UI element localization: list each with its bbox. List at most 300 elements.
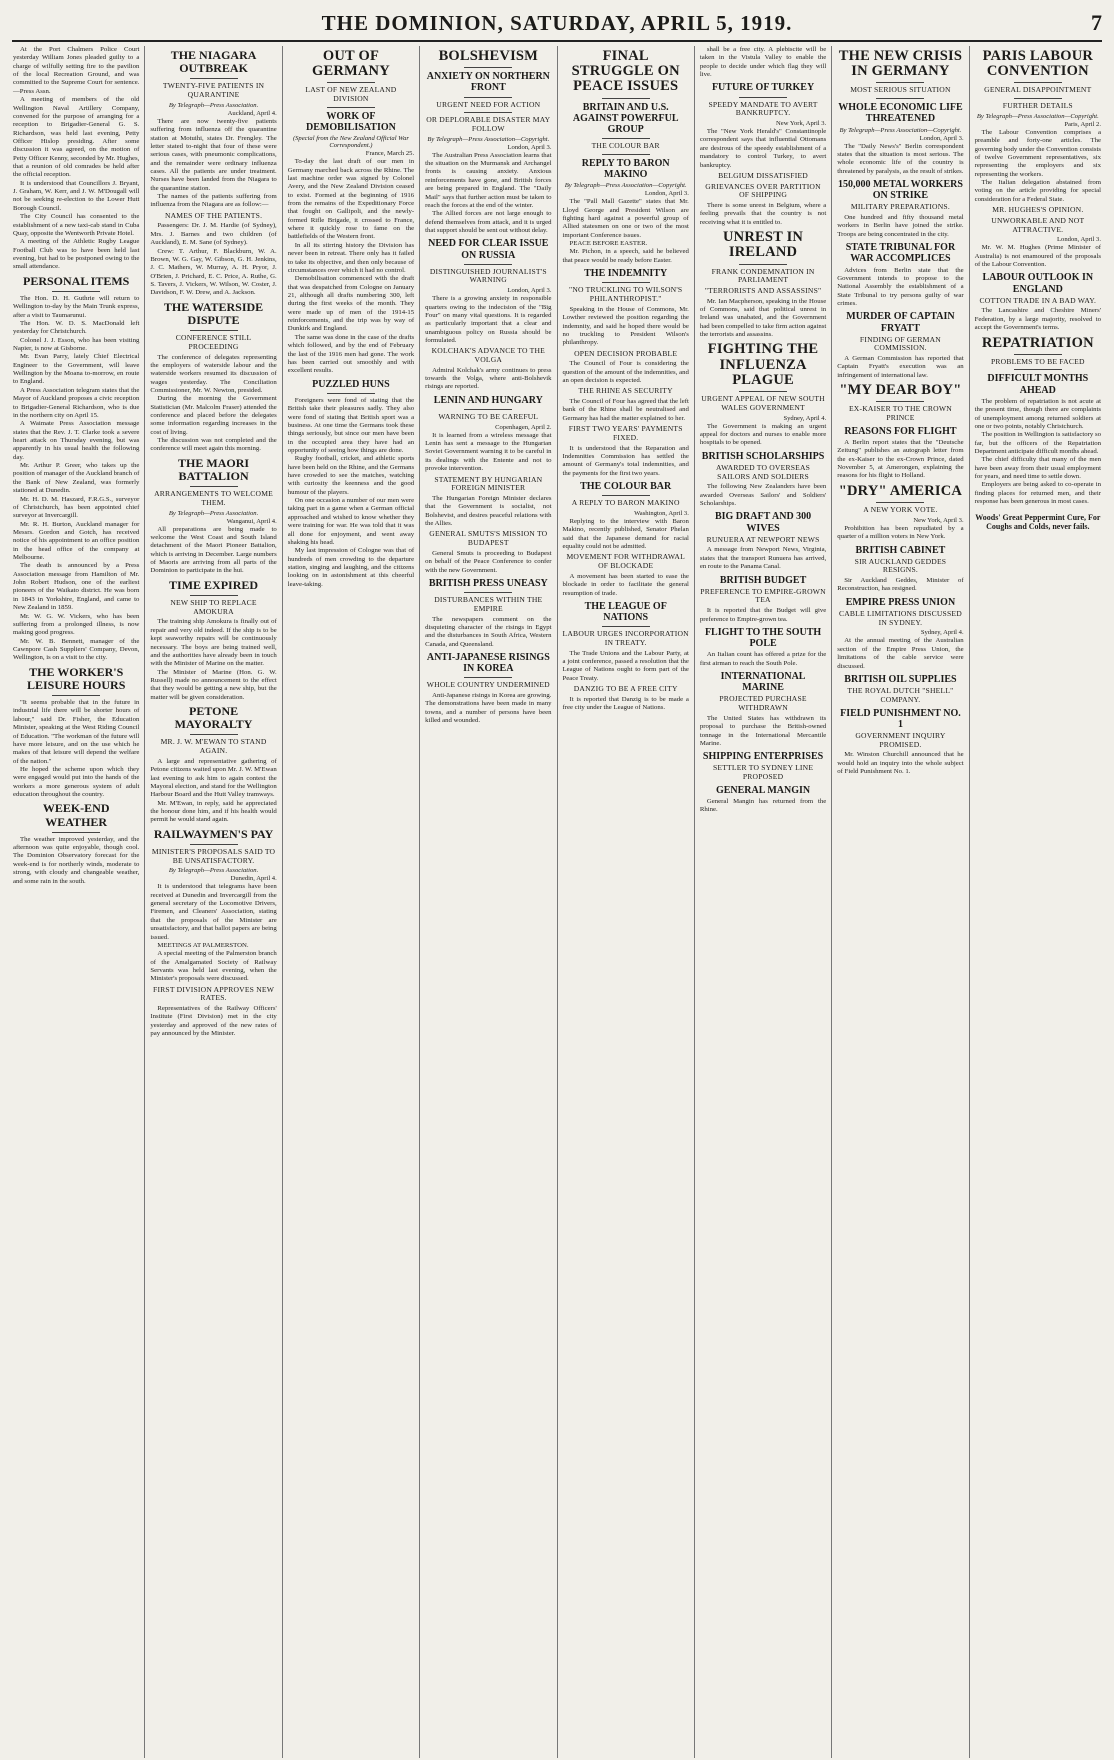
article-subheading: ANXIETY ON NORTHERN FRONT bbox=[426, 71, 550, 94]
paragraph: The Labour Convention comprises a preamble and forty-one articles. The governing body under the Convention consists of twelve Government representatives, six representing the employers and six representing the workers. bbox=[974, 128, 1101, 178]
article-body bbox=[975, 398, 1101, 507]
paragraph: The Minister of Marine (Hon. G. W. Russell) made no announcement to the effect that they would be getting a new ship, but the matter will be given consideration. bbox=[150, 668, 277, 701]
paragraph: He hoped the scheme upon which they were engaged would put into the hands of the workers a more generous system of adult education throughout the country. bbox=[13, 765, 140, 799]
article-subheading: OPEN DECISION PROBABLE bbox=[574, 348, 678, 358]
article-subheading: FIELD PUNISHMENT NO. 1 bbox=[840, 707, 961, 730]
article-subheading: DISTINGUISHED JOURNALIST'S WARNING bbox=[429, 266, 547, 285]
article-body bbox=[288, 397, 414, 589]
paragraph: There are now twenty-five patients suffering from influenza off the quarantine station at Motuihi, states Dr. Frengley. The letter stated to-night that four of these were serious cases, with pneumonic complications, and the remainder were ordinary influenza cases. All the patients are under treatment. Nurses have been landed from the Niagara to the quarantine station. bbox=[150, 117, 277, 192]
paragraph: Mr. W. M. Hughes (Prime Minister of Australia) is not enamoured of the proposals of the Labour Convention. bbox=[974, 244, 1101, 268]
divider bbox=[1014, 369, 1062, 370]
paragraph: The "Pall Mall Gazette" states that Mr. Lloyd George and President Wilson are fighting hard against a powerful group of Allied statesmen on one or two of the most important Conference issues. bbox=[562, 198, 689, 239]
paragraph: Mr. Ian Macpherson, speaking in the House of Commons, said that political unrest in Ireland was unabated, and the Government had been compelled to take firm action against the terrorists and assassins. bbox=[699, 297, 827, 339]
article-headline: THE NEW CRISIS IN GERMANY bbox=[838, 48, 963, 80]
article-subheading: LABOUR URGES INCORPORATION IN TREATY. bbox=[562, 629, 689, 648]
columns bbox=[8, 46, 1106, 1758]
paragraph: Mr. Arthur P. Greer, who takes up the position of manager of the Auckland branch of the Bank of New Zealand, was formerly stationed at Dunedin. bbox=[13, 462, 140, 495]
paragraph: It is understood that telegrams have been received at Dunedin and Invercargill from the general secretary of the Locomotive Drivers, Firemen, and Cleaners' Association, stating that the proposals of the Minister are unsatisfactory, and that ballot papers are being issued. bbox=[150, 883, 277, 941]
article-subheading: NEED FOR CLEAR ISSUE ON RUSSIA bbox=[428, 238, 549, 261]
article-body bbox=[150, 354, 276, 454]
paragraph: Representatives of the Railway Officers' Institute (First Division) met in the city yesterday and approved of the new rates of pay announced by the Minister. bbox=[150, 1005, 277, 1038]
paragraph: The same was done in the case of the drafts which followed, and by the end of February the last of the 1916 men had gone. The work has been carried out smoothly and with excellent results. bbox=[287, 333, 415, 375]
article-subheading: RUNUERA AT NEWPORT NEWS bbox=[706, 534, 820, 544]
paragraph: Mr. H. D. M. Haszard, F.R.G.S., surveyor of Christchurch, has been appointed chief surveyor at Invercargill. bbox=[13, 495, 140, 520]
paragraph: The "New York Herald's" Constantinople correspondent says that influential Ottomans are desirous of the speedy establishment of a mandatory to control Turkey, to avert bankruptcy. bbox=[699, 128, 827, 169]
dateline: Paris, April 2. bbox=[1064, 120, 1101, 128]
paragraph: The Allied forces are not large enough to defend themselves from attack, and it is urged that support should be sent out without delay. bbox=[425, 210, 552, 234]
article-subheading: URGENT APPEAL OF NEW SOUTH WALES GOVERNMENT bbox=[701, 394, 825, 412]
divider bbox=[464, 67, 512, 68]
divider bbox=[327, 82, 375, 83]
divider bbox=[602, 282, 650, 283]
divider bbox=[602, 98, 650, 99]
paragraph: Mr. M'Ewan, in reply, said he appreciated the honour done him, and if his health would permit he would stand again. bbox=[150, 799, 277, 824]
column-5 bbox=[557, 46, 694, 1758]
paragraph: A Berlin report states that the "Deutsche Zeitung" publishes an autograph letter from the ex-Kaiser to the ex-Crown Prince, dated November 5, at Amerongen, explaining the reasons for his flight to Holland. bbox=[837, 439, 964, 480]
page-number: 7 bbox=[1091, 10, 1102, 35]
article-body bbox=[150, 526, 276, 576]
article-subheading: WORK OF DEMOBILISATION bbox=[306, 110, 396, 134]
article-body bbox=[150, 758, 276, 825]
article-body bbox=[563, 360, 689, 385]
article-subheading: BELGIUM DISSATISFIED bbox=[718, 170, 808, 180]
article-subheading: BRITISH BUDGET bbox=[719, 574, 807, 586]
paragraph: The following New Zealanders have been awarded Overseas Sailors' and Soldiers' Scholarships. bbox=[699, 483, 827, 507]
divider bbox=[1014, 354, 1062, 355]
article-subheading: LAST OF NEW ZEALAND DIVISION bbox=[305, 85, 397, 104]
article-body bbox=[13, 836, 139, 886]
divider bbox=[739, 391, 787, 392]
paragraph: All preparations are being made to welcome the West Coast and South Island detachment of the Maori Pioneer Battalion, which is arriving in December. Large numbers of Maoris are arriving from all parts of the Dominion to participate in the hui. bbox=[150, 525, 277, 575]
article-subheading: FINDING OF GERMAN COMMISSION. bbox=[859, 334, 941, 353]
article-body bbox=[563, 696, 689, 713]
article-body bbox=[13, 295, 139, 663]
divider bbox=[876, 401, 924, 402]
article-body bbox=[563, 398, 689, 423]
paragraph: The Council of Four has agreed that the left bank of the Rhine shall be neutralised and Germany has had the matter explained to her. bbox=[562, 398, 689, 422]
article-subheading: THE COLOUR BAR bbox=[580, 481, 672, 493]
article-headline: "DRY" AMERICA bbox=[838, 482, 963, 499]
divider bbox=[327, 393, 375, 394]
article-body bbox=[150, 618, 276, 702]
article-body bbox=[425, 550, 551, 575]
article-headline: PETONE MAYORALTY bbox=[174, 704, 253, 732]
article-body bbox=[975, 307, 1101, 332]
divider bbox=[327, 107, 375, 108]
article-headline: WEEK-END WEATHER bbox=[42, 801, 110, 829]
article-subheading: FLIGHT TO THE SOUTH POLE bbox=[704, 626, 822, 650]
article-subheading: WHOLE ECONOMIC LIFE THREATENED bbox=[838, 102, 963, 125]
article-subheading: THE COLOUR BAR bbox=[591, 141, 660, 151]
article-subheading: "NO TRUCKLING TO WILSON'S PHILANTHROPIST." bbox=[569, 285, 683, 304]
paragraph: On one occasion a number of our men were taking part in a game when a German official approached and wished to know whether they were training for war. He was told that it was all done for enjoyment, and went away shaking his head. bbox=[287, 497, 415, 546]
article-subheading: STATE TRIBUNAL FOR WAR ACCOMPLICES bbox=[845, 242, 956, 265]
paragraph: shall be a free city. A plebiscite will be taken in the Vistula Valley to enable the people to decide under which flag they will live. bbox=[699, 46, 827, 79]
byline: By Telegraph—Press Association—Copyright. bbox=[427, 135, 550, 143]
article-headline: PARIS LABOUR CONVENTION bbox=[982, 48, 1094, 80]
paragraph: The United States has withdrawn its proposal to purchase the British-owned tonnage in the International Mercantile Marine. bbox=[699, 714, 827, 747]
article-body bbox=[837, 577, 963, 594]
article-body bbox=[425, 152, 551, 236]
article-subheading: ARRANGEMENTS TO WELCOME THEM. bbox=[154, 489, 274, 507]
paragraph: It is reported that Danzig is to be made a free city under the League of Nations. bbox=[562, 695, 689, 712]
article-body bbox=[563, 518, 689, 551]
paragraph: At the annual meeting of the Australian section of the Empire Press Union, the limitations of the cable service were discussed. bbox=[837, 637, 964, 670]
paragraph: A message from Newport News, Virginia, states that the transport Runuera has arrived, en route to the Panama Canal. bbox=[699, 546, 827, 571]
paragraph: Prohibition has been repudiated by a quarter of a million voters in New York. bbox=[837, 524, 964, 541]
article-subheading: GOVERNMENT INQUIRY PROMISED. bbox=[855, 730, 946, 749]
article-body bbox=[425, 692, 551, 725]
article-body bbox=[837, 267, 963, 309]
divider bbox=[464, 112, 512, 113]
dateline: Sydney, April 4. bbox=[920, 629, 964, 637]
paragraph: General Smuts is proceeding to Budapest on behalf of the Peace Conference to confer with the new Government. bbox=[425, 549, 552, 574]
paragraph: The Australian Press Association learns that the situation on the Murmansk and Archangel fronts is causing anxiety. Anxious reinforcements have gone, and British forces are being prepared in England. The "Daily Mail" says that further action must be taken to reach the forces at the end of the winter. bbox=[425, 151, 552, 209]
dateline: London, April 3. bbox=[1057, 236, 1101, 244]
article-subheading: WARNING TO BE CAREFUL bbox=[438, 412, 539, 422]
article-subheading: NAMES OF THE PATIENTS. bbox=[164, 210, 263, 220]
article-subheading: LABOUR OUTLOOK IN ENGLAND bbox=[982, 272, 1094, 295]
article-subheading: PUZZLED HUNS bbox=[312, 378, 390, 390]
article-subheading: ANTI-JAPANESE RISINGS IN KOREA bbox=[426, 651, 550, 675]
article-subheading: SPEEDY MANDATE TO AVERT BANKRUPTCY. bbox=[708, 99, 818, 118]
article-body bbox=[700, 128, 826, 170]
article-subheading: INTERNATIONAL MARINE bbox=[720, 670, 806, 694]
paragraph: Employers are being asked to co-operate in finding places for returned men, and their response has been generous in most cases. bbox=[974, 481, 1101, 506]
article-headline: TIME EXPIRED bbox=[169, 577, 259, 592]
article-subheading: CABLE LIMITATIONS DISCUSSED IN SYDNEY. bbox=[838, 609, 962, 627]
paragraph: Sir Auckland Geddes, Minister of Reconstruction, has resigned. bbox=[837, 577, 964, 593]
dateline: Washington, April 3. bbox=[634, 509, 689, 517]
divider bbox=[190, 595, 238, 596]
divider bbox=[52, 695, 100, 696]
paragraph: The Hon. D. H. Guthrie will return to Wellington to-day by the Main Trunk express, after a visit to Taumarunui. bbox=[13, 294, 140, 319]
article-subheading: MOST SERIOUS SITUATION bbox=[850, 85, 951, 95]
divider bbox=[464, 97, 512, 98]
paragraph: There is a growing anxiety in responsible quarters owing to the indecision of the "Big Four" on many vital questions. It is regarded as particularly important that a clear and unambiguous policy on Russia should be formulated. bbox=[425, 295, 552, 344]
article-subheading: MR. J. W. M'EWAN TO STAND AGAIN. bbox=[160, 737, 267, 756]
divider bbox=[464, 409, 512, 410]
divider bbox=[602, 138, 650, 139]
paragraph: At the Port Chalmers Police Court yesterday William Jones pleaded guilty to a charge of wilfully setting fire to the pavilion of the local Recreation Ground, and was committed to the Supreme Court for sentence.—Press Assn. bbox=[13, 46, 140, 95]
article-subheading: GRIEVANCES OVER PARTITION OF SHIPPING bbox=[705, 181, 821, 200]
article-subheading: GENERAL DISAPPOINTMENT bbox=[984, 85, 1092, 95]
article-subheading: MR. HUGHES'S OPINION. bbox=[992, 205, 1084, 215]
column-1 bbox=[8, 46, 144, 1758]
paragraph: It is understood that Councillors J. Bryant, J. Graham, W. Kerr, and J. W. M'Dougall will not be seeking re-election to the Lower Hutt Borough Council. bbox=[13, 179, 140, 212]
divider bbox=[602, 154, 650, 155]
article-subheading: KOLCHAK'S ADVANCE TO THE VOLGA bbox=[431, 346, 546, 365]
paragraph: "It seems probable that in the future in industrial life there will be shorter hours of labour," said Dr. Fisher, the Education Minister, speaking at the West Riding Council of Education. "The workman of the future will have more leisure, and on the use which he makes of that leisure will depend the welfare of the nation." bbox=[13, 699, 140, 765]
article-headline: UNREST IN IRELAND bbox=[723, 229, 804, 261]
paragraph: The Italian delegation abstained from voting on the article providing for special consideration for a Federal State. bbox=[974, 179, 1101, 203]
article-body bbox=[150, 118, 276, 210]
paragraph: An Italian count has offered a prize for the first airman to reach the South Pole. bbox=[699, 651, 827, 667]
divider bbox=[190, 844, 238, 845]
article-subheading: FRANK CONDEMNATION IN PARLIAMENT bbox=[711, 266, 815, 285]
article-subheading: WHOLE COUNTRY UNDERMINED bbox=[426, 680, 550, 690]
paragraph: My last impression of Cologne was that of hundreds of men crowding to the departure station, singing and laughing, and the citizens looking on in astonishment at this cheerful leave-taking. bbox=[287, 547, 415, 588]
article-body bbox=[700, 651, 826, 668]
article-subheading: BRITISH OIL SUPPLIES bbox=[844, 673, 957, 685]
article-body bbox=[563, 306, 689, 348]
article-subheading: BRITISH PRESS UNEASY bbox=[428, 577, 548, 589]
dateline: Copenhagen, April 2. bbox=[495, 423, 552, 431]
article-subheading: FIRST DIVISION APPROVES NEW RATES. bbox=[153, 984, 275, 1003]
divider bbox=[190, 330, 238, 331]
article-body bbox=[563, 573, 689, 598]
paragraph: Advices from Berlin state that the Government intends to propose to the National Assembly the establishment of a State Tribunal to try persons guilty of war crimes. bbox=[837, 266, 964, 307]
divider bbox=[190, 486, 238, 487]
article-subheading: THE RHINE AS SECURITY bbox=[578, 386, 673, 396]
article-subheading: EMPIRE PRESS UNION bbox=[845, 596, 956, 608]
paragraph: A movement has been started to ease the blockade in order to facilitate the general resumption of trade. bbox=[562, 572, 689, 597]
paragraph: The position in Wellington is satisfactory so far, but the officers of the Repatriation Department anticipate difficult months ahead. bbox=[974, 431, 1101, 455]
article-subheading: COTTON TRADE IN A BAD WAY. bbox=[979, 295, 1097, 305]
divider bbox=[52, 832, 100, 833]
article-headline: FIGHTING THE INFLUENZA PLAGUE bbox=[707, 341, 819, 388]
column-2 bbox=[144, 46, 281, 1758]
article-body bbox=[837, 214, 963, 239]
paragraph: Mr. Winston Churchill announced that he would hold an inquiry into the whole subject of Field Punishment No. 1. bbox=[837, 751, 964, 776]
paragraph: It is learned from a wireless message that Lenin has sent a message to the Hungarian Soviet Government warning it to be careful in its dealings with the Entente and not to provoke intervention. bbox=[425, 431, 552, 473]
divider bbox=[190, 78, 238, 79]
article-body bbox=[425, 367, 551, 392]
article-subheading: CONFERENCE STILL PROCEEDING bbox=[175, 333, 252, 351]
article-subheading: AWARDED TO OVERSEAS SAILORS AND SOLDIERS bbox=[716, 462, 811, 481]
paragraph: The Hon. W. D. S. MacDonald left yesterday for Christchurch. bbox=[13, 319, 140, 336]
column-8 bbox=[969, 46, 1106, 1758]
divider bbox=[876, 98, 924, 99]
dateline: London, April 3. bbox=[507, 287, 552, 295]
article-subheading: MINISTER'S PROPOSALS SAID TO BE UNSATISFACTORY. bbox=[151, 846, 276, 865]
paragraph: MEETINGS AT PALMERSTON. bbox=[157, 941, 249, 949]
paragraph: PEACE BEFORE EASTER. bbox=[569, 240, 648, 248]
paragraph: A German Commission has reported that Captain Fryatt's execution was an infringement of international law. bbox=[837, 355, 964, 379]
article-subheading: GENERAL SMUTS'S MISSION TO BUDAPEST bbox=[429, 529, 548, 548]
paragraph: The training ship Amokura is finally out of repair and very old indeed. If the ship is to be kept seaworthy repairs will be continuously necessary. The boys are being trained well, and the authorities have already been in touch with the Minister of Marine on the matter. bbox=[150, 618, 277, 668]
article-body bbox=[425, 616, 551, 649]
advertisement: Woods' Great Peppermint Cure, For Coughs and Colds, never fails. bbox=[975, 512, 1101, 531]
article-body bbox=[837, 751, 963, 776]
dateline: London, April 3. bbox=[644, 190, 689, 198]
masthead-title: THE DOMINION, SATURDAY, APRIL 5, 1919. bbox=[321, 10, 793, 35]
divider bbox=[602, 626, 650, 627]
dateline: Auckland, April 4. bbox=[227, 109, 277, 117]
paragraph: Admiral Kolchak's army continues to press towards the Volga, where anti-Bolshevik risings are reported. bbox=[425, 366, 552, 391]
article-body bbox=[975, 129, 1101, 204]
paragraph: Rugby football, cricket, and athletic sports have been held on the Rhine, and the Germans have crowded to see the matches, watching with curiosity the keenness and the good humour of the players. bbox=[287, 455, 415, 496]
article-subheading: "TERRORISTS AND ASSASSINS" bbox=[704, 285, 822, 295]
paragraph: The names of the patients suffering from influenza from the Niagara are as follow:— bbox=[150, 193, 277, 209]
article-subheading: EX-KAISER TO THE CROWN PRINCE bbox=[848, 404, 952, 423]
article-subheading: PREFERENCE TO EMPIRE-GROWN TEA bbox=[700, 586, 826, 605]
paragraph: A special meeting of the Palmerston branch of the Amalgamated Society of Railway Servants was held last evening, when the Minister's proposals were discussed. bbox=[150, 950, 277, 983]
paragraph: Crew: T. Arthur, F. Blackburn, W. A. Brown, W. G. Gay, W. Gibson, G. H. Jenkins, J. C. Mathers, W. Murray, A. H. Pryor, J. O'Brien, J. Prichard, E. C. Price, A. Ruthe, G. S. Tavers, J. Vickers, W. Wilson, W. Coster, J. Davidson, F. W. Drew, and A. Jackson. bbox=[150, 247, 277, 297]
paragraph: A meeting of members of the old Wellington Naval Artillery Company, convened for the purpose of arranging for a reception to Brigadier-General G. S. Richardson, was held last evening, Petty Officer Hislop presiding. After some discussion it was agreed, on the motion of Petty Officer Kenny, seconded by Mr. Hughes, that a reunion of old comrades be held after the official reception. bbox=[13, 96, 140, 179]
divider bbox=[190, 734, 238, 735]
article-subheading: FURTHER DETAILS bbox=[1002, 101, 1073, 111]
paragraph: The problem of repatriation is not acute at the present time, though there are complaints of unemployment among returned soldiers at one or two points, notably Christchurch. bbox=[974, 397, 1101, 430]
divider bbox=[1014, 82, 1062, 83]
article-subheading: PROBLEMS TO BE FACED bbox=[990, 356, 1085, 366]
article-body bbox=[700, 46, 826, 79]
article-headline: THE NIAGARA OUTBREAK bbox=[170, 48, 257, 76]
article-body bbox=[700, 715, 826, 748]
dateline: London, April 3. bbox=[507, 143, 552, 151]
article-subheading: LENIN AND HUNGARY bbox=[433, 394, 543, 406]
article-headline: FINAL STRUGGLE ON PEACE ISSUES bbox=[571, 48, 680, 95]
article-body bbox=[563, 650, 689, 683]
article-subheading: NEW SHIP TO REPLACE AMOKURA bbox=[170, 598, 257, 616]
article-body bbox=[425, 432, 551, 474]
byline: By Telegraph—Press Association—Copyright. bbox=[839, 126, 962, 134]
article-headline: PERSONAL ITEMS bbox=[23, 273, 130, 288]
article-body bbox=[563, 445, 689, 478]
article-subheading: THE ROYAL DUTCH "SHELL" COMPANY. bbox=[847, 686, 954, 704]
article-subheading: URGENT NEED FOR ACTION bbox=[436, 99, 541, 109]
paragraph: Speaking in the House of Commons, Mr. Lowther reviewed the position regarding the indemnity, and said he hoped there would be no truckling to President Wilson's philanthropy. bbox=[562, 305, 689, 347]
byline: By Telegraph—Press Association—Copyright. bbox=[976, 112, 1099, 120]
article-headline: RAILWAYMEN'S PAY bbox=[153, 826, 274, 841]
byline: By Telegraph—Press Association. bbox=[168, 509, 259, 517]
article-subheading: SETTLER TO SYDNEY LINE PROPOSED bbox=[712, 763, 814, 782]
paragraph: The Lancashire and Cheshire Miners' Federation, by a large majority, resolved to accept the Government's terms. bbox=[974, 307, 1101, 332]
paragraph: The Hungarian Foreign Minister declares that the Government is socialist, not Bolshevist, and desires peaceful relations with the Allies. bbox=[425, 494, 552, 528]
article-body bbox=[975, 244, 1101, 269]
paragraph: Colonel J. J. Esson, who has been visiting Napier, is now at Gisborne. bbox=[13, 336, 140, 353]
paragraph: One hundred and fifty thousand metal workers in Berlin have joined the strike. Troops are being concentrated in the city. bbox=[837, 214, 964, 238]
article-subheading: DISTURBANCES WITHIN THE EMPIRE bbox=[434, 595, 543, 613]
article-subheading: A NEW YORK VOTE. bbox=[863, 505, 938, 515]
divider bbox=[876, 502, 924, 503]
article-body bbox=[700, 298, 826, 340]
article-subheading: BRITISH CABINET bbox=[855, 544, 946, 556]
article-subheading: DIFFICULT MONTHS AHEAD bbox=[987, 373, 1089, 396]
article-subheading: TWENTY-FIVE PATIENTS IN QUARANTINE bbox=[162, 81, 265, 100]
paragraph: The conference of delegates representing the employers of waterside labour and the waterside workers resumed its discussion of wages yesterday. The Conciliation Commissioner, Mr. W. Newton, presided. bbox=[150, 353, 277, 394]
article-subheading: THE LEAGUE OF NATIONS bbox=[584, 600, 667, 624]
article-body bbox=[150, 883, 276, 983]
paragraph: Mr. Evan Parry, lately Chief Electrical Engineer to the Government, will leave Wellington by the Moana to-morrow, en route to England. bbox=[13, 353, 140, 386]
article-subheading: A REPLY TO BARON MAKINO bbox=[571, 498, 680, 508]
article-body bbox=[13, 46, 139, 272]
paragraph: It is reported that the Budget will give preference to Empire-grown tea. bbox=[699, 607, 827, 623]
article-body bbox=[700, 483, 826, 508]
article-subheading: MILITARY PREPARATIONS. bbox=[850, 202, 950, 212]
dateline: Wanganui, April 4. bbox=[226, 517, 277, 525]
byline: (Special from the New Zealand Official War Correspondent.) bbox=[292, 135, 409, 150]
article-subheading: BRITAIN AND U.S. AGAINST POWERFUL GROUP bbox=[572, 101, 679, 136]
paragraph: Demobilisation commenced with the draft that was despatched from Cologne on January 21, although all drafts numbering 300, left during the first weeks of the month. They were made up of men of the 1914-15 reinforcements, and the trip was by way of Dunkirk and England. bbox=[287, 275, 415, 333]
paragraph: A Waimate Press Association message states that the Rev. J. T. Clarke took a severe heart attack on Thursday evening, but was apparently in his usual health the following day. bbox=[13, 420, 140, 461]
article-body bbox=[700, 546, 826, 571]
article-body bbox=[700, 202, 826, 227]
article-body bbox=[425, 495, 551, 528]
dateline: Sydney, April 4. bbox=[783, 414, 827, 422]
masthead bbox=[12, 6, 1102, 42]
article-subheading: MURDER OF CAPTAIN FRYATT bbox=[846, 311, 955, 334]
article-subheading: MOVEMENT FOR WITHDRAWAL OF BLOCKADE bbox=[566, 552, 685, 571]
paragraph: Passengers: Dr. J. M. Hardie (of Sydney), Mrs. J. Barnes and two children (of Auckland), E. M. Sane (of Sydney). bbox=[150, 222, 277, 247]
paragraph: General Mangin has returned from the Rhine. bbox=[699, 798, 827, 814]
article-subheading: FUTURE OF TURKEY bbox=[711, 82, 815, 94]
article-body bbox=[837, 355, 963, 380]
article-subheading: THE INDEMNITY bbox=[584, 268, 668, 280]
article-body bbox=[700, 423, 826, 448]
divider bbox=[602, 495, 650, 496]
article-subheading: DANZIG TO BE A FREE CITY bbox=[573, 684, 678, 694]
article-body bbox=[700, 798, 826, 815]
article-headline: THE WORKER'S LEISURE HOURS bbox=[27, 664, 126, 692]
article-subheading: FIRST TWO YEARS' PAYMENTS FIXED. bbox=[568, 424, 683, 442]
paragraph: The Government is making an urgent appeal for doctors and nurses to enable more hospitals to be opened. bbox=[699, 422, 827, 447]
article-body bbox=[425, 295, 551, 345]
paragraph: The Council of Four is considering the question of the amount of the indemnities, and an open decision is expected. bbox=[562, 360, 689, 385]
paragraph: Mr. Pichon, in a speech, said he believed that peace would be ready before Easter. bbox=[562, 248, 689, 264]
divider bbox=[739, 264, 787, 265]
divider bbox=[464, 592, 512, 593]
byline: By Telegraph—Press Association. bbox=[168, 101, 259, 109]
paragraph: Foreigners were fond of stating that the British take their pleasures sadly. They also were fond of stating that British sport was a business. At one time the Germans took these things seriously, but since our men have been in the occupied area they have had an opportunity of seeing how things are done. bbox=[287, 396, 415, 454]
divider bbox=[464, 677, 512, 678]
column-7 bbox=[831, 46, 968, 1758]
dateline: New York, April 3. bbox=[913, 516, 964, 524]
divider bbox=[1014, 98, 1062, 99]
column-6 bbox=[694, 46, 831, 1758]
article-subheading: BRITISH SCHOLARSHIPS bbox=[701, 450, 825, 462]
article-body bbox=[837, 143, 963, 176]
article-headline: THE WATERSIDE DISPUTE bbox=[163, 299, 264, 327]
paragraph: Mr. W. G. W. Vickers, who has been suffering from a prolonged illness, is now making good progress. bbox=[13, 612, 140, 637]
article-headline: OUT OF GERMANY bbox=[311, 48, 390, 80]
byline: By Telegraph—Press Association—Copyright. bbox=[564, 182, 687, 190]
dateline: Dunedin, April 4. bbox=[230, 875, 277, 883]
article-body bbox=[837, 439, 963, 481]
byline: By Telegraph—Press Association. bbox=[168, 867, 259, 875]
paragraph: The weather improved yesterday, and the afternoon was quite enjoyable, though cool. The Dominion Observatory forecast for the week-end is for northerly winds, moderate to strong, with cloudy and changeable weather, and some rain in the south. bbox=[13, 835, 140, 885]
article-subheading: SHIPPING ENTERPRISES bbox=[702, 751, 824, 763]
paragraph: The newspapers comment on the disquieting character of the risings in Egypt and the disturbances in South Africa, Western Canada, and Queensland. bbox=[425, 615, 552, 648]
dateline: New York, April 3. bbox=[776, 120, 827, 128]
paragraph: The chief difficulty that many of the men have been away from their usual employment for years, and need time to settle down. bbox=[974, 456, 1101, 481]
article-headline: BOLSHEVISM bbox=[438, 48, 539, 64]
dateline: London, April 3. bbox=[919, 134, 964, 142]
paragraph: It is understood that the Reparation and Indemnities Commission has settled the amount of Germany's total indemnities, and the payments for the first two years. bbox=[562, 444, 689, 477]
paragraph: A meeting of the Athletic Rugby League Football Club was to have been held last evening, but had to be postponed owing to the small attendance. bbox=[13, 238, 140, 271]
paragraph: Mr. R. H. Burton, Auckland manager for Messrs. Gordon and Gotch, has received notice of his appointment to an office position in the head office of the company at Melbourne. bbox=[13, 520, 140, 562]
paragraph: The discussion was not completed and the conference will meet again this morning. bbox=[150, 437, 277, 453]
divider bbox=[739, 97, 787, 98]
article-body bbox=[837, 525, 963, 542]
paragraph: The Trade Unions and the Labour Party, at a joint conference, passed a resolution that the League of Nations ought to form part of the Peace Treaty. bbox=[562, 649, 689, 682]
article-subheading: REPLY TO BARON MAKINO bbox=[581, 157, 670, 181]
article-subheading: GENERAL MANGIN bbox=[715, 784, 811, 796]
column-3 bbox=[282, 46, 419, 1758]
article-headline: REPATRIATION bbox=[981, 334, 1094, 351]
dateline: France, March 25. bbox=[365, 150, 415, 158]
paragraph: The death is announced by a Press Association message from Hamilton of Mr. John Robert Hudson, one of the earliest pioneers of the Waikato district. He was born in 1843 in Yorkshire, England, and came to New Zealand in 1859. bbox=[13, 562, 140, 612]
divider bbox=[464, 264, 512, 265]
paragraph: The City Council has consented to the establishment of a new taxi-cab stand in Cuba Quay, opposite the Wentworth Private Hotel. bbox=[13, 213, 140, 237]
article-body bbox=[13, 699, 139, 799]
column-4 bbox=[419, 46, 556, 1758]
article-body bbox=[150, 1005, 276, 1038]
paragraph: Replying to the interview with Baron Makino, recently published, Senator Phelan said that the Japanese demand for racial equality could not be admitted. bbox=[562, 517, 689, 551]
article-subheading: STATEMENT BY HUNGARIAN FOREIGN MINISTER bbox=[434, 474, 543, 493]
article-headline: "MY DEAR BOY" bbox=[839, 382, 962, 399]
paragraph: A Press Association telegram states that the Mayor of Auckland proposes a civic reception to Brigadier-General Richardson, who is due in the northern city on April 15. bbox=[13, 386, 140, 419]
